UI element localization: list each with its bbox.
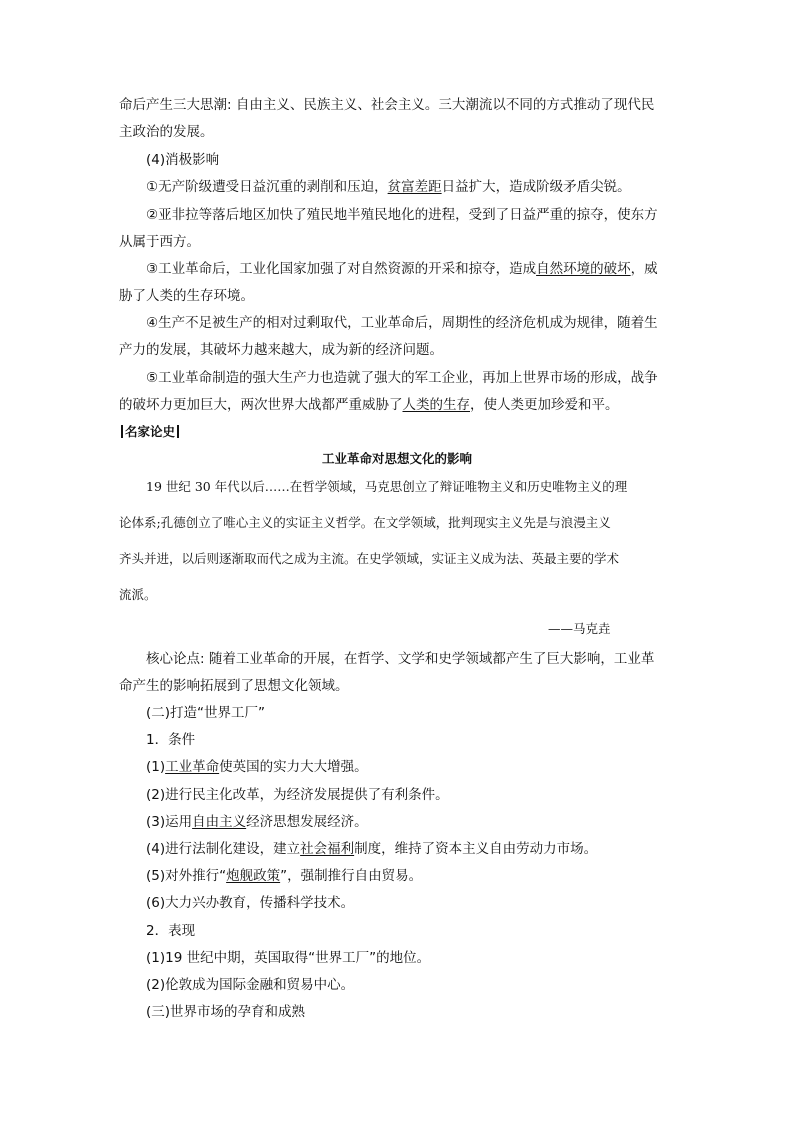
tag-bar-left xyxy=(121,425,123,438)
list-item: (2)进行民主化改革，为经济发展提供了有利条件。 xyxy=(146,787,449,803)
core-argument-line: 命产生的影响拓展到了思想文化领域。 xyxy=(119,678,349,694)
quote-line: 流派。 xyxy=(119,587,157,602)
underlined-keyword: 社会福利 xyxy=(300,841,355,857)
text-run: 的破坏力更加巨大，两次世界大战都严重威胁了 xyxy=(119,397,403,413)
paragraph-line: 命后产生三大思潮: 自由主义、民族主义、社会主义。三大潮流以不同的方式推动了现代民 xyxy=(119,97,655,113)
quote-line: 齐头并进，以后则逐渐取而代之成为主流。在史学领域，实证主义成为法、英最主要的学术 xyxy=(119,551,620,566)
list-item xyxy=(146,758,706,776)
underlined-keyword: 自然环境的破坏 xyxy=(536,261,631,277)
paragraph-line xyxy=(119,396,679,414)
paragraph-line: 产力的发展，其破坏力越来越大，成为新的经济问题。 xyxy=(119,342,443,358)
list-item xyxy=(146,840,706,858)
core-argument-line: 核心论点: 随着工业革命的开展，在哲学、文学和史学领域都产生了巨大影响，工业革 xyxy=(146,651,655,667)
text-run: 经济思想发展经济。 xyxy=(246,814,368,830)
paragraph-line: 主政治的发展。 xyxy=(119,124,214,140)
quote-line: 论体系;孔德创立了唯心主义的实证主义哲学。在文学领域，批判现实主义先是与浪漫主义 xyxy=(119,515,611,530)
list-item xyxy=(146,178,706,196)
underlined-keyword: 自由主义 xyxy=(192,814,247,830)
list-item: ④生产不足被生产的相对过剩取代，工业革命后，周期性的经济危机成为规律，随着生 xyxy=(146,315,658,331)
text-run: ，使人类更加珍爱和平。 xyxy=(470,397,619,413)
text-run: (4)进行法制化建设，建立 xyxy=(146,841,301,857)
section-heading: (4)消极影响 xyxy=(146,152,220,168)
famous-commentary-tag xyxy=(119,422,181,440)
list-item: (2)伦敦成为国际金融和贸易中心。 xyxy=(146,977,355,993)
text-run: ，威 xyxy=(630,261,658,277)
text-run: (3)运用 xyxy=(146,814,193,830)
subsection-heading: 2．表现 xyxy=(146,923,196,939)
text-run: 使英国的实力大大增强。 xyxy=(219,759,368,775)
text-run: ③工业革命后，工业化国家加强了对自然资源的开采和掠夺，造成 xyxy=(146,261,537,277)
text-run: ”，强制推行自由贸易。 xyxy=(280,868,423,884)
quote-title: 工业革命对思想文化的影响 xyxy=(321,451,472,466)
text-run: (5)对外推行“ xyxy=(146,868,227,884)
underlined-keyword: 贫富差距 xyxy=(387,179,442,195)
paragraph-line: 胁了人类的生存环境。 xyxy=(119,288,254,304)
list-item: ②亚非拉等落后地区加快了殖民地半殖民地化的进程，受到了日益严重的掠夺，使东方 xyxy=(146,207,658,223)
underlined-keyword: 工业革命 xyxy=(165,759,220,775)
list-item: ⑤工业革命制造的强大生产力也造就了强大的军工企业，再加上世界市场的形成，战争 xyxy=(146,370,658,386)
text-run: 日益扩大，造成阶级矛盾尖锐。 xyxy=(441,179,631,195)
list-item xyxy=(146,813,706,831)
underlined-keyword: 炮舰政策 xyxy=(226,868,281,884)
paragraph-line: 从属于西方。 xyxy=(119,234,200,250)
tag-bar-right xyxy=(177,425,179,438)
text-run: (1) xyxy=(146,759,166,775)
list-item xyxy=(146,260,706,278)
tag-label: 名家论史 xyxy=(125,424,176,439)
text-run: ①无产阶级遭受日益沉重的剥削和压迫， xyxy=(146,179,388,195)
list-item: (6)大力兴办教育，传播科学技术。 xyxy=(146,895,355,911)
quote-line: 19 世纪 30 年代以后……在哲学领域，马克思创立了辩证唯物主义和历史唯物主义的理 xyxy=(146,479,628,494)
list-item: (1)19 世纪中期，英国取得“世界工厂”的地位。 xyxy=(146,950,431,966)
subsection-heading: 1．条件 xyxy=(146,732,196,748)
text-run: 制度，维持了资本主义自由劳动力市场。 xyxy=(354,841,598,857)
list-item xyxy=(146,867,706,885)
underlined-keyword: 人类的生存 xyxy=(402,397,470,413)
quote-author: ——马克垚 xyxy=(548,621,611,636)
section-heading: (三)世界市场的孕育和成熟 xyxy=(146,1004,306,1020)
section-heading: (二)打造“世界工厂” xyxy=(146,705,266,721)
